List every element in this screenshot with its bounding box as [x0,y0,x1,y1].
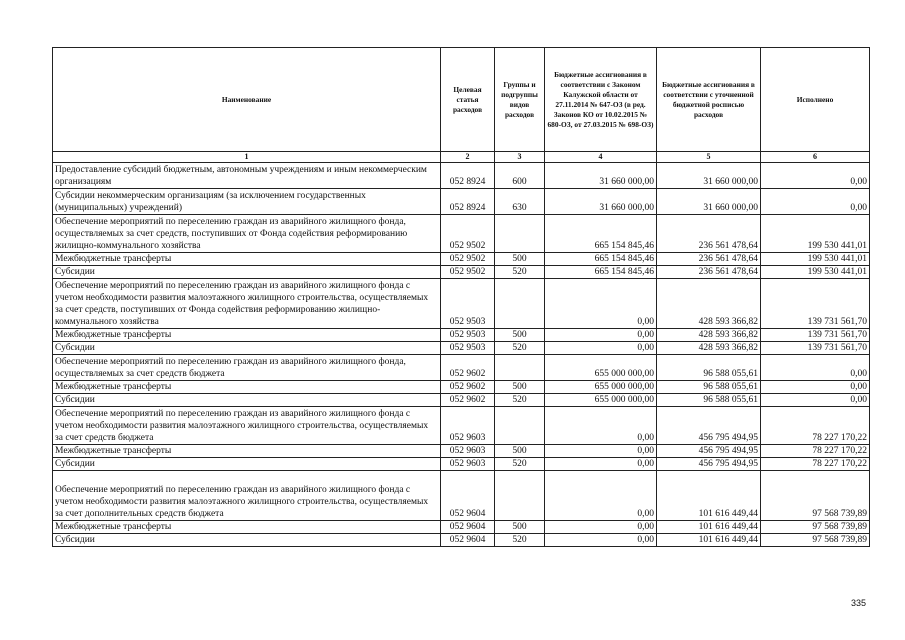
row-law-amount: 655 000 000,00 [545,355,657,381]
row-law-amount: 0,00 [545,534,657,547]
row-expense-group: 520 [495,394,545,407]
row-law-amount: 0,00 [545,329,657,342]
row-refined-amount: 101 616 449,44 [657,471,761,521]
row-expense-group [495,407,545,445]
row-refined-amount: 236 561 478,64 [657,266,761,279]
row-law-amount: 665 154 845,46 [545,253,657,266]
column-number: 4 [545,152,657,163]
table-row [53,534,870,547]
row-expense-group [495,355,545,381]
row-law-amount: 0,00 [545,407,657,445]
row-refined-amount: 236 561 478,64 [657,253,761,266]
row-name: Обеспечение мероприятий по переселению граждан из аварийного жилищного фонда, осуществляемых за счет средств бюджета [53,355,441,381]
row-expense-group: 500 [495,521,545,534]
row-executed-amount: 0,00 [761,381,870,394]
row-refined-amount: 456 795 494,95 [657,458,761,471]
row-name: Субсидии [53,458,441,471]
row-refined-amount: 236 561 478,64 [657,215,761,253]
row-target-code: 052 9502 [441,266,495,279]
row-law-amount: 0,00 [545,471,657,521]
column-number: 3 [495,152,545,163]
row-name: Межбюджетные трансферты [53,521,441,534]
row-name: Субсидии [53,394,441,407]
row-name: Субсидии [53,266,441,279]
table-row [53,189,870,215]
row-law-amount: 0,00 [545,521,657,534]
row-target-code: 052 9503 [441,329,495,342]
row-expense-group [495,279,545,329]
table-row [53,215,870,253]
row-law-amount: 0,00 [545,445,657,458]
row-executed-amount: 97 568 739,89 [761,521,870,534]
header-row [53,48,870,152]
budget-table [52,47,870,547]
row-expense-group [495,215,545,253]
table-row [53,266,870,279]
row-target-code: 052 9502 [441,253,495,266]
column-number-row [53,152,870,163]
row-name: Межбюджетные трансферты [53,445,441,458]
row-refined-amount: 428 593 366,82 [657,329,761,342]
row-law-amount: 0,00 [545,342,657,355]
table-row [53,407,870,445]
row-executed-amount: 0,00 [761,355,870,381]
row-target-code: 052 9603 [441,407,495,445]
column-number: 2 [441,152,495,163]
table-row [53,253,870,266]
table-row [53,394,870,407]
row-target-code: 052 8924 [441,189,495,215]
row-refined-amount: 96 588 055,61 [657,355,761,381]
table-row [53,471,870,521]
row-name: Обеспечение мероприятий по переселению граждан из аварийного жилищного фонда с учетом необходимости развития малоэтажного жилищного строительства, осуществляемых за счет дополнительных средств бюджета [53,471,441,521]
row-refined-amount: 101 616 449,44 [657,534,761,547]
row-executed-amount: 97 568 739,89 [761,471,870,521]
row-expense-group: 500 [495,445,545,458]
row-target-code: 052 9602 [441,355,495,381]
row-executed-amount: 0,00 [761,189,870,215]
table-row [53,355,870,381]
row-refined-amount: 428 593 366,82 [657,342,761,355]
table-row [53,445,870,458]
row-law-amount: 31 660 000,00 [545,163,657,189]
table-row [53,521,870,534]
row-target-code: 052 9503 [441,342,495,355]
row-name: Межбюджетные трансферты [53,381,441,394]
row-executed-amount: 78 227 170,22 [761,407,870,445]
column-number: 5 [657,152,761,163]
row-executed-amount: 97 568 739,89 [761,534,870,547]
table-row [53,381,870,394]
row-expense-group: 520 [495,534,545,547]
row-target-code: 052 9503 [441,279,495,329]
row-expense-group: 630 [495,189,545,215]
row-expense-group [495,471,545,521]
header-name: Наименование [53,48,441,152]
row-executed-amount: 78 227 170,22 [761,445,870,458]
row-target-code: 052 9604 [441,534,495,547]
row-refined-amount: 456 795 494,95 [657,445,761,458]
row-name: Межбюджетные трансферты [53,253,441,266]
table-body [53,163,870,547]
row-expense-group: 500 [495,381,545,394]
row-law-amount: 655 000 000,00 [545,394,657,407]
row-executed-amount: 139 731 561,70 [761,279,870,329]
row-expense-group: 500 [495,329,545,342]
column-number: 6 [761,152,870,163]
row-target-code: 052 9603 [441,445,495,458]
row-executed-amount: 199 530 441,01 [761,253,870,266]
row-target-code: 052 9602 [441,394,495,407]
row-name: Обеспечение мероприятий по переселению граждан из аварийного жилищного фонда, осуществляемых за счет средств, поступивших от Фонда содействия реформированию жилищно-коммунального хозяйства [53,215,441,253]
row-law-amount: 655 000 000,00 [545,381,657,394]
row-expense-group: 520 [495,342,545,355]
row-expense-group: 600 [495,163,545,189]
row-executed-amount: 139 731 561,70 [761,329,870,342]
row-law-amount: 665 154 845,46 [545,215,657,253]
row-name: Межбюджетные трансферты [53,329,441,342]
row-law-amount: 31 660 000,00 [545,189,657,215]
table-row [53,163,870,189]
row-refined-amount: 101 616 449,44 [657,521,761,534]
row-executed-amount: 0,00 [761,394,870,407]
table-row [53,279,870,329]
row-executed-amount: 78 227 170,22 [761,458,870,471]
row-expense-group: 520 [495,458,545,471]
row-refined-amount: 31 660 000,00 [657,189,761,215]
row-name: Субсидии некоммерческим организациям (за исключением государственных (муниципальных) учреждений) [53,189,441,215]
row-name: Предоставление субсидий бюджетным, автономным учреждениям и иным некоммерческим организациям [53,163,441,189]
row-refined-amount: 96 588 055,61 [657,394,761,407]
row-target-code: 052 9602 [441,381,495,394]
row-law-amount: 0,00 [545,458,657,471]
row-law-amount: 665 154 845,46 [545,266,657,279]
header-executed: Исполнено [761,48,870,152]
table-row [53,458,870,471]
row-target-code: 052 9604 [441,521,495,534]
row-name: Субсидии [53,342,441,355]
table-row [53,329,870,342]
row-executed-amount: 199 530 441,01 [761,266,870,279]
header-target-article: Целевая статья расходов [441,48,495,152]
row-law-amount: 0,00 [545,279,657,329]
row-expense-group: 500 [495,253,545,266]
row-refined-amount: 456 795 494,95 [657,407,761,445]
table-row [53,342,870,355]
row-executed-amount: 139 731 561,70 [761,342,870,355]
column-number: 1 [53,152,441,163]
header-law-allocations: Бюджетные ассигнования в соответствии с Законом Калужской области от 27.11.2014 № 647-ОЗ (в ред. Законов КО от 10.02.2015 № 680-ОЗ, от 27.03.2015 № 698-ОЗ) [545,48,657,152]
row-executed-amount: 199 530 441,01 [761,215,870,253]
row-expense-group: 520 [495,266,545,279]
row-name: Субсидии [53,534,441,547]
row-refined-amount: 96 588 055,61 [657,381,761,394]
header-expense-group: Группы и подгруппы видов расходов [495,48,545,152]
row-refined-amount: 428 593 366,82 [657,279,761,329]
row-name: Обеспечение мероприятий по переселению граждан из аварийного жилищного фонда с учетом необходимости развития малоэтажного жилищного строительства, осуществляемых за счет средств бюджета [53,407,441,445]
header-refined-allocations: Бюджетные ассигнования в соответствии с уточненной бюджетной росписью расходов [657,48,761,152]
row-executed-amount: 0,00 [761,163,870,189]
row-refined-amount: 31 660 000,00 [657,163,761,189]
row-name: Обеспечение мероприятий по переселению граждан из аварийного жилищного фонда с учетом необходимости развития малоэтажного жилищного строительства, осуществляемых за счет средств, поступивших от Фонда содействия реформированию жилищно-коммунального хозяйства [53,279,441,329]
row-target-code: 052 9603 [441,458,495,471]
page-number: 335 [851,598,867,608]
row-target-code: 052 8924 [441,163,495,189]
row-target-code: 052 9502 [441,215,495,253]
row-target-code: 052 9604 [441,471,495,521]
